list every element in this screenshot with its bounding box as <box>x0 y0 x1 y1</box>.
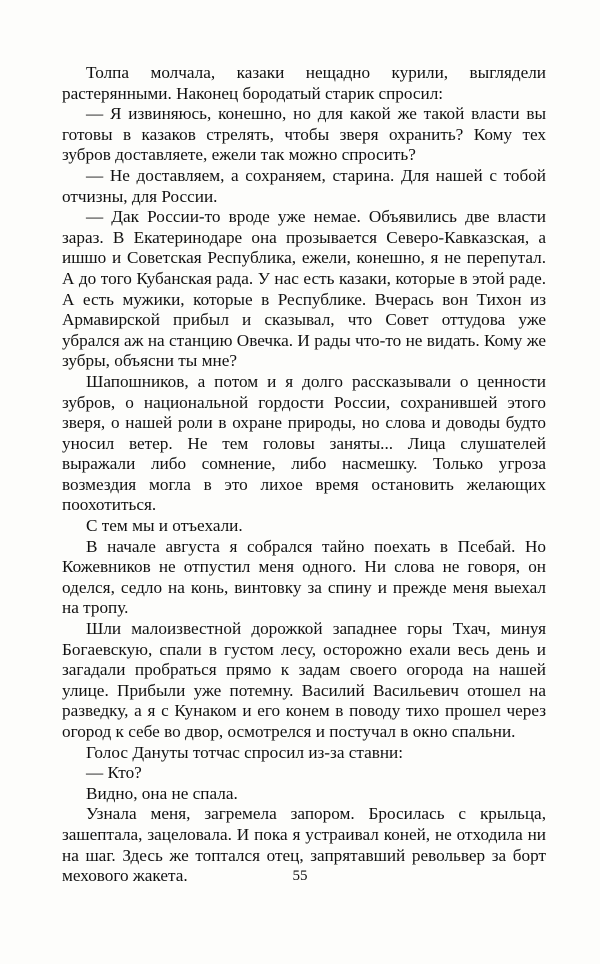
paragraph-9: Голос Дануты тотчас спросил из-за ставни: <box>86 742 404 762</box>
paragraph-7: В начале августа я собрался тайно поехать в Псебай. Но Кожевников не отпустил меня одного. Ни слова не говоря, он оделся, седло на конь, винтовку за спину и прежде меня выехал на тропу. <box>62 536 546 618</box>
paragraph-12: Узнала меня, загремела запором. Бросилась с крыльца, зашептала, зацеловала. И пока я устраивал коней, не отходила ни на шаг. Здесь же топтался отец, запрятавший револьвер за борт мехового жакета. <box>62 804 546 886</box>
body-text <box>62 63 546 887</box>
paragraph-10: — Кто? <box>86 763 142 783</box>
paragraph-8: Шли малоизвестной дорожкой западнее горы Тхач, минуя Богаевскую, спали в густом лесу, осторожно ехали весь день и загадали пробраться прямо к задам своего огорода на нашей улице. Прибыли уже потемну. Василий Васильевич отошел на разведку, а я с Кунаком и его конем в поводу тихо прошел через огород к себе во двор, осмотрелся и постучал в окно спальни. <box>62 619 546 741</box>
paragraph-3: — Не доставляем, а сохраняем, старина. Для нашей с тобой отчизны, для России. <box>62 165 546 206</box>
page-number: 55 <box>292 868 308 884</box>
paragraph-6: С тем мы и отъехали. <box>86 516 243 536</box>
paragraph-4: — Дак России-то вроде уже немае. Объявились две власти зараз. В Екатеринодаре она прозывается Северо-Кавказская, а ишшо и Советская Республика, ежели, конешно, я не перепутал. А до того Кубанская рада. У нас есть казаки, которые в этой раде. А есть мужики, которые в Республике. Вчерась вон Тихон из Армавирской прибыл и сказывал, что Совет оттудова уже убрался аж на станцию Овечка. И рады что-то не видать. Кому же зубры, объясни ты мне? <box>62 207 546 371</box>
paragraph-5: Шапошников, а потом и я долго рассказывали о ценности зубров, о национальной гордости России, сохранившей этого зверя, о нашей роли в охране природы, но слова и доводы будто уносил ветер. Не тем головы заняты... Лица слушателей выражали либо сомнение, либо насмешку. Только угроза возмездия могла в это лихое время остановить желающих поохотиться. <box>62 371 546 515</box>
paragraph-1: Толпа молчала, казаки нещадно курили, выглядели растерянными. Наконец бородатый старик спросил: <box>62 63 546 103</box>
paragraph-2: — Я извиняюсь, конешно, но для какой же такой власти вы готовы в казаков стрелять, чтобы зверя охранить? Кому тех зубров доставляете, ежели так можно спросить? <box>62 104 546 165</box>
paragraph-11: Видно, она не спала. <box>86 783 238 803</box>
